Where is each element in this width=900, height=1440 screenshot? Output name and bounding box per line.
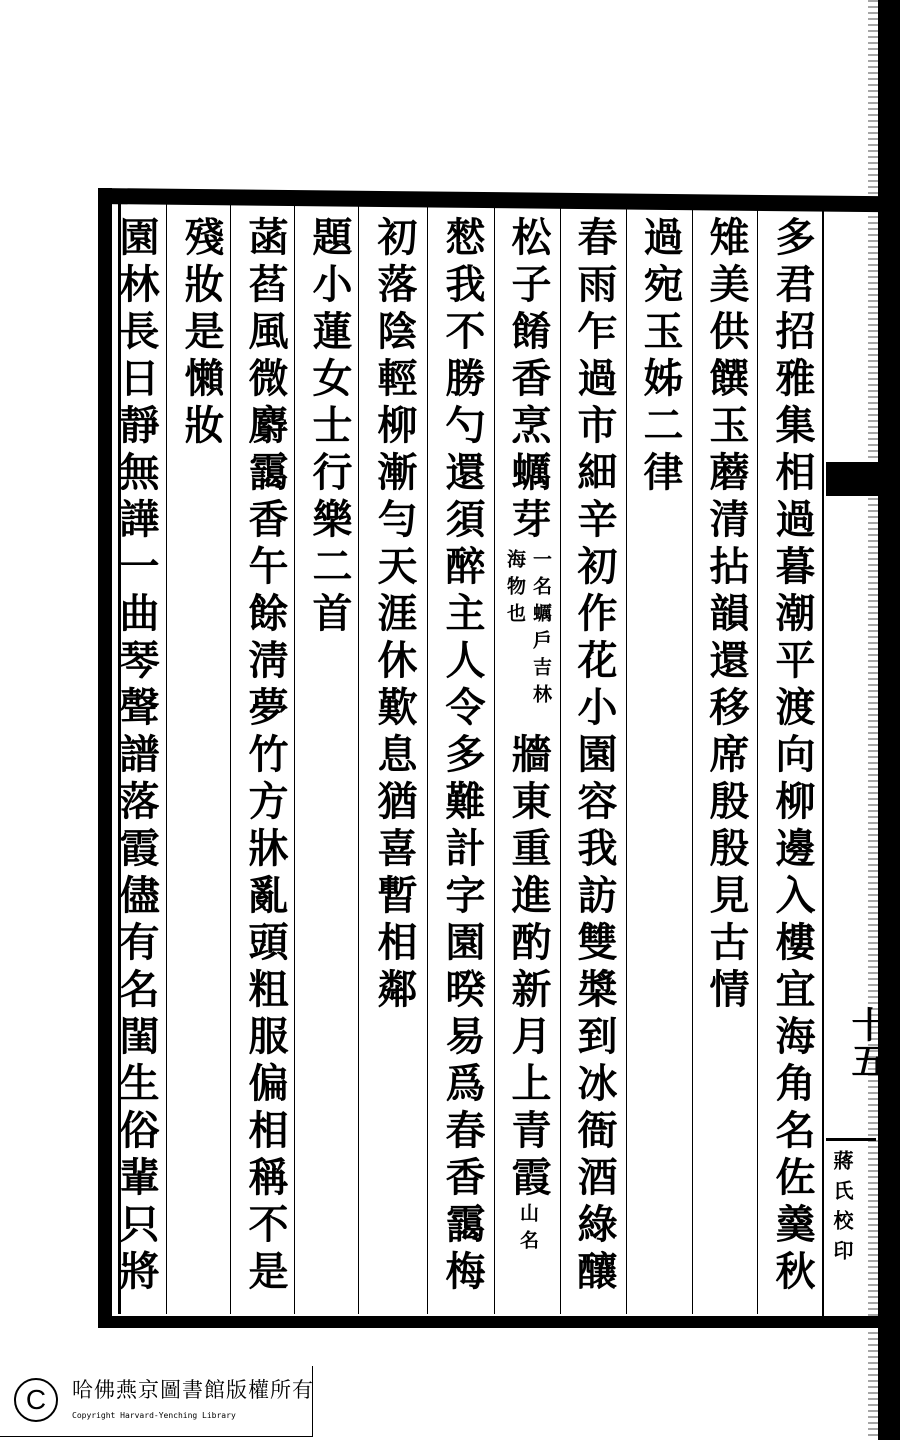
fishtail-mark (826, 462, 878, 496)
text-column-7 (368, 216, 420, 1316)
column-text: 初落陰輕柳漸勻天涯休歎息猶喜暫相鄰 (371, 216, 418, 1015)
column-text: 園林長日靜無譁一曲琴聲譜落霞儘有名閨生俗輩只將 (113, 216, 160, 1297)
column-text: 春雨乍過市細辛初作花小園容我訪雙槳到冰衙酒綠釀 (571, 216, 618, 1297)
column-text: 多君招雅集相過暮潮平渡向柳邊入樓宜海角名佐羹秋 (769, 216, 816, 1297)
column-content (502, 216, 554, 1257)
column-text: 松子餚香烹蠣芽 (505, 216, 552, 545)
poem-title: 過宛玉姊二律 (637, 216, 684, 498)
copyright-english: Copyright Harvard-Yenching Library (72, 1411, 236, 1420)
column-text: 殘妝是懶妝 (178, 216, 225, 451)
text-column-4 (568, 216, 620, 1316)
frame-top-border (98, 188, 878, 212)
binding-edge (878, 0, 900, 1440)
column-rule (166, 204, 167, 1314)
text-column-10 (175, 216, 227, 1316)
column-rule (294, 204, 295, 1314)
frame-bottom-border (98, 1316, 878, 1328)
text-column-9 (239, 216, 291, 1316)
text-column-3-heading (634, 216, 686, 1316)
copyright-chinese: 哈佛燕京圖書館版權所有 (72, 1378, 314, 1402)
column-rule (494, 204, 495, 1314)
column-rule (358, 204, 359, 1314)
column-rule (230, 204, 231, 1314)
text-column-11 (110, 216, 162, 1316)
column-text: 憖我不勝勺還須醉主人令多難計字園暌易爲春香靄梅 (439, 216, 486, 1297)
margin-rule (826, 1138, 876, 1141)
column-rule (626, 204, 627, 1314)
column-rule (757, 204, 758, 1314)
poem-title: 題小蓮女士行樂二首 (306, 216, 353, 639)
copyright-symbol-icon: C (14, 1378, 58, 1422)
text-column-1 (766, 216, 818, 1316)
binding-edge-texture (868, 0, 878, 1440)
publisher-imprint: 蔣氏校印 (830, 1150, 854, 1270)
column-text: 牆東重進酌新月上青霞 (505, 733, 552, 1203)
inline-annotation: 一名蠣戶吉林海物也 (504, 549, 552, 711)
text-column-6 (436, 216, 488, 1316)
column-text: 雉美供饌玉蘑清拈韻還移席殷殷見古情 (703, 216, 750, 1015)
text-column-5 (502, 216, 554, 1316)
inline-annotation: 山名 (517, 1203, 539, 1257)
text-column-8-heading (303, 216, 355, 1316)
column-text: 菡萏風微麝靄香午餘淸夢竹方牀亂頭粗服偏相稱不是 (242, 216, 289, 1297)
column-rule (427, 204, 428, 1314)
column-rule (692, 204, 693, 1314)
text-column-2 (700, 216, 752, 1316)
column-rule (560, 204, 561, 1314)
frame-right-divider (822, 204, 824, 1316)
page-number: 十五 (846, 1006, 888, 1078)
